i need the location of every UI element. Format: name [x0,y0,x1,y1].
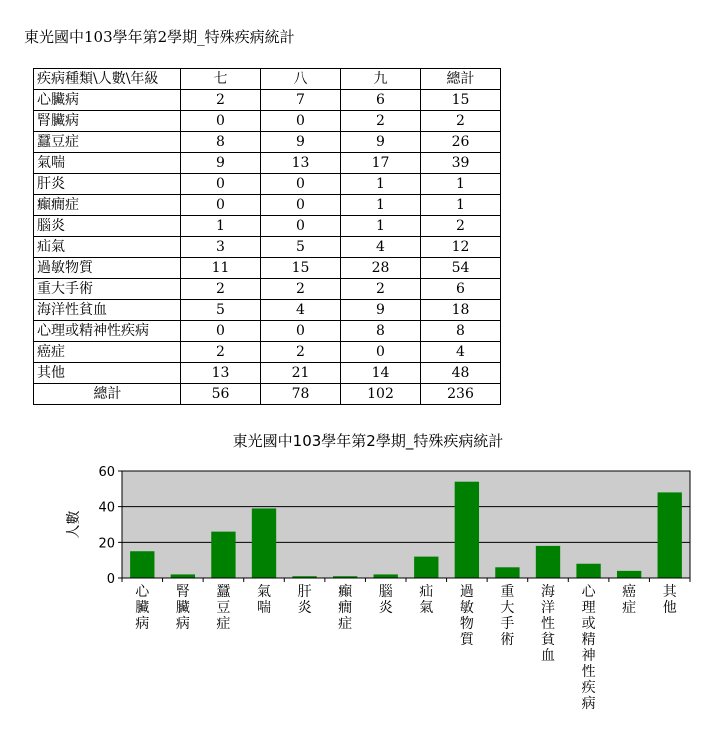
table-row [34,132,501,153]
chart-title: 東光國中103學年第2學期_特殊疾病統計 [232,432,504,450]
value-cell: 0 [181,111,261,132]
x-tick-label: 肝炎 [297,584,312,616]
value-cell: 2 [341,111,421,132]
value-cell: 17 [341,153,421,174]
value-cell: 0 [261,216,341,237]
table-row [34,90,501,111]
table-row [34,258,501,279]
x-tick-label: 腎臟病 [175,584,190,632]
value-cell: 3 [181,237,261,258]
value-cell: 6 [341,90,421,111]
bar-13 [658,492,682,578]
value-cell: 11 [181,258,261,279]
value-cell: 21 [261,363,341,384]
bar-3 [252,508,276,578]
row-label-cell: 心理或精神性疾病 [34,321,181,342]
x-tick-label: 蠶豆症 [216,584,231,632]
row-label-cell: 疾病種類\人數\年級 [34,69,181,90]
row-label-cell: 總計 [34,384,181,405]
value-cell: 1 [181,216,261,237]
value-cell: 78 [261,384,341,405]
value-cell: 8 [421,321,501,342]
statistics-table [33,68,501,405]
row-label-cell: 其他 [34,363,181,384]
value-cell: 2 [261,279,341,300]
value-cell: 0 [181,195,261,216]
value-cell: 28 [341,258,421,279]
plot-background [122,471,690,578]
row-label-cell: 肝炎 [34,174,181,195]
value-cell: 2 [261,342,341,363]
value-cell: 15 [421,90,501,111]
table-row [34,321,501,342]
value-cell: 8 [341,321,421,342]
table-row [34,300,501,321]
table-row [34,111,501,132]
x-tick-label: 疝氣 [419,584,434,616]
bar-6 [374,574,398,578]
value-cell: 總計 [421,69,501,90]
value-cell: 13 [261,153,341,174]
value-cell: 102 [341,384,421,405]
value-cell: 0 [261,111,341,132]
bar-chart [0,420,704,742]
value-cell: 八 [261,69,341,90]
value-cell: 4 [261,300,341,321]
page-title: 東光國中103學年第2學期_特殊疾病統計 [24,28,295,46]
value-cell: 9 [181,153,261,174]
row-label-cell: 癲癇症 [34,195,181,216]
value-cell: 7 [261,90,341,111]
value-cell: 七 [181,69,261,90]
value-cell: 0 [181,321,261,342]
bar-1 [171,574,195,578]
value-cell: 9 [261,132,341,153]
value-cell: 4 [341,237,421,258]
value-cell: 九 [341,69,421,90]
x-tick-label: 癲癇症 [338,584,353,632]
row-label-cell: 疝氣 [34,237,181,258]
bar-7 [414,557,438,578]
bar-10 [536,546,560,578]
bar-9 [495,567,519,578]
value-cell: 39 [421,153,501,174]
value-cell: 54 [421,258,501,279]
y-tick-label: 0 [106,572,115,587]
bar-0 [130,551,154,578]
value-cell: 4 [421,342,501,363]
table-row [34,216,501,237]
value-cell: 5 [181,300,261,321]
value-cell: 1 [421,195,501,216]
value-cell: 2 [181,279,261,300]
row-label-cell: 蠶豆症 [34,132,181,153]
value-cell: 2 [341,279,421,300]
value-cell: 2 [181,90,261,111]
x-tick-label: 心臟病 [135,584,150,632]
value-cell: 1 [421,174,501,195]
value-cell: 1 [341,174,421,195]
row-label-cell: 腦炎 [34,216,181,237]
bar-8 [455,482,479,578]
value-cell: 0 [341,342,421,363]
value-cell: 26 [421,132,501,153]
value-cell: 0 [261,321,341,342]
row-label-cell: 癌症 [34,342,181,363]
table-row [34,342,501,363]
value-cell: 2 [421,216,501,237]
value-cell: 13 [181,363,261,384]
value-cell: 2 [181,342,261,363]
x-tick-label: 癌症 [622,584,637,616]
bar-2 [211,532,235,578]
table-header-row [34,69,501,90]
value-cell: 236 [421,384,501,405]
value-cell: 18 [421,300,501,321]
x-tick-label: 心理或精神性疾病 [581,584,596,712]
x-tick-label: 其他 [662,584,677,616]
value-cell: 9 [341,300,421,321]
value-cell: 48 [421,363,501,384]
x-tick-label: 過敏物質 [459,584,474,648]
row-label-cell: 海洋性貧血 [34,300,181,321]
value-cell: 56 [181,384,261,405]
value-cell: 0 [261,174,341,195]
row-label-cell: 過敏物質 [34,258,181,279]
value-cell: 15 [261,258,341,279]
x-tick-label: 腦炎 [378,584,393,616]
value-cell: 6 [421,279,501,300]
row-label-cell: 腎臟病 [34,111,181,132]
value-cell: 8 [181,132,261,153]
table-row [34,363,501,384]
bar-11 [576,564,600,578]
value-cell: 1 [341,216,421,237]
x-tick-label: 氣喘 [257,584,271,616]
table-row [34,153,501,174]
x-tick-label: 重大手術 [500,584,515,648]
table-row [34,237,501,258]
value-cell: 0 [261,195,341,216]
table-row [34,195,501,216]
y-axis-label: 人數 [66,510,82,539]
value-cell: 2 [421,111,501,132]
y-tick-label: 40 [98,500,115,516]
value-cell: 9 [341,132,421,153]
table-row [34,174,501,195]
table-total-row [34,384,501,405]
y-tick-label: 60 [98,465,115,480]
row-label-cell: 重大手術 [34,279,181,300]
value-cell: 5 [261,237,341,258]
x-tick-label: 海洋性貧血 [541,584,555,664]
value-cell: 1 [341,195,421,216]
table-row [34,279,501,300]
row-label-cell: 心臟病 [34,90,181,111]
y-tick-label: 20 [98,536,115,552]
value-cell: 14 [341,363,421,384]
value-cell: 0 [181,174,261,195]
row-label-cell: 氣喘 [34,153,181,174]
value-cell: 12 [421,237,501,258]
bar-12 [617,571,641,578]
